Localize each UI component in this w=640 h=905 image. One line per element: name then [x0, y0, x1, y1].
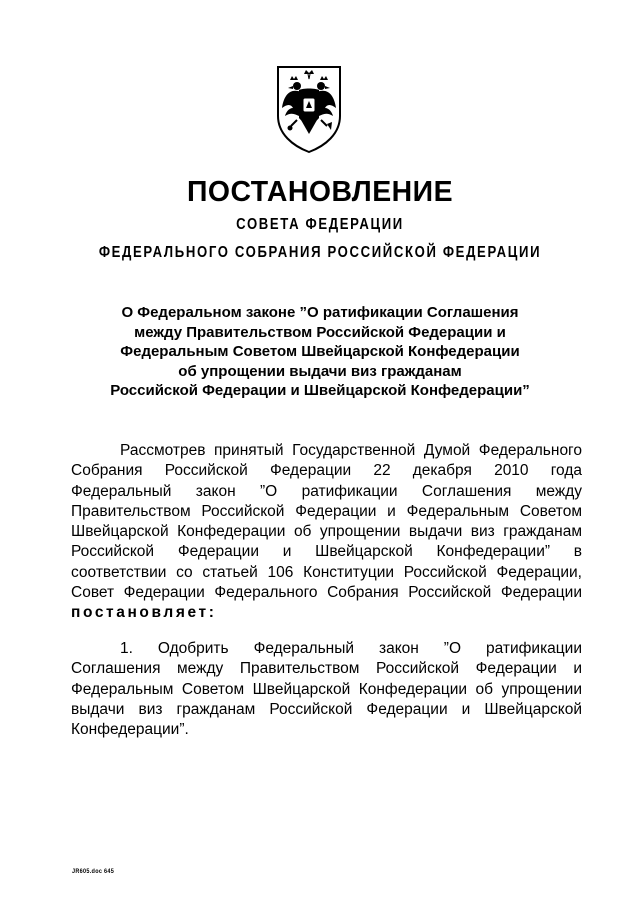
- preamble-line: Совет Федерации Федерального Собрания Российской Федерации: [71, 584, 582, 602]
- subject-line: между Правительством Российской Федерации и: [134, 323, 506, 341]
- preamble-line: Рассмотрев принятый Государственной Думой Федерального: [120, 442, 582, 459]
- subject-line: Федеральным Советом Швейцарской Конфедерации: [120, 343, 520, 360]
- subject-line: О Федеральном законе ”О ратификации Соглашения: [121, 304, 519, 321]
- preamble-line: Правительством Российской Федерации и Федеральным Советом: [71, 502, 582, 520]
- resolution-line: Соглашения между Правительством Российской Федерации и: [71, 660, 582, 678]
- preamble-line: Российской Федерации и Швейцарской Конфедерации” в: [71, 543, 582, 561]
- issuer-line-1: СОВЕТА ФЕДЕРАЦИИ: [236, 216, 404, 233]
- resolution-item-1: [71, 639, 582, 740]
- document-title: ПОСТАНОВЛЕНИЕ: [186, 176, 454, 208]
- preamble-line: соответствии со статьей 106 Конституции Российской Федерации,: [71, 563, 582, 581]
- coat-of-arms-emblem: [275, 64, 343, 154]
- document-code: JR605.doc 645: [72, 868, 115, 876]
- subject-line: об упрощении выдачи виз гражданам: [178, 362, 462, 380]
- resolution-line: Федеральным Советом Швейцарской Конфедерации об упрощении: [71, 680, 582, 698]
- resolves-word: постановляет:: [71, 604, 217, 622]
- resolution-line: 1. Одобрить Федеральный закон ”О ратификации: [120, 640, 582, 657]
- issuer-line-2: ФЕДЕРАЛЬНОГО СОБРАНИЯ РОССИЙСКОЙ ФЕДЕРАЦИИ: [98, 244, 542, 261]
- subject-line: Российской Федерации и Швейцарской Конфедерации”: [110, 382, 530, 399]
- resolution-line: Конфедерации”.: [71, 721, 189, 739]
- preamble-paragraph: [71, 441, 582, 624]
- resolution-line: выдачи виз гражданам Российской Федерации и Швейцарской: [71, 700, 582, 718]
- preamble-line: Швейцарской Конфедерации об упрощении выдачи виз гражданам: [71, 523, 582, 541]
- preamble-line: Федеральный закон ”О ратификации Соглашения между: [71, 482, 582, 500]
- document-subject: [60, 303, 580, 401]
- preamble-line: Собрания Российской Федерации 22 декабря 2010 года: [71, 462, 582, 480]
